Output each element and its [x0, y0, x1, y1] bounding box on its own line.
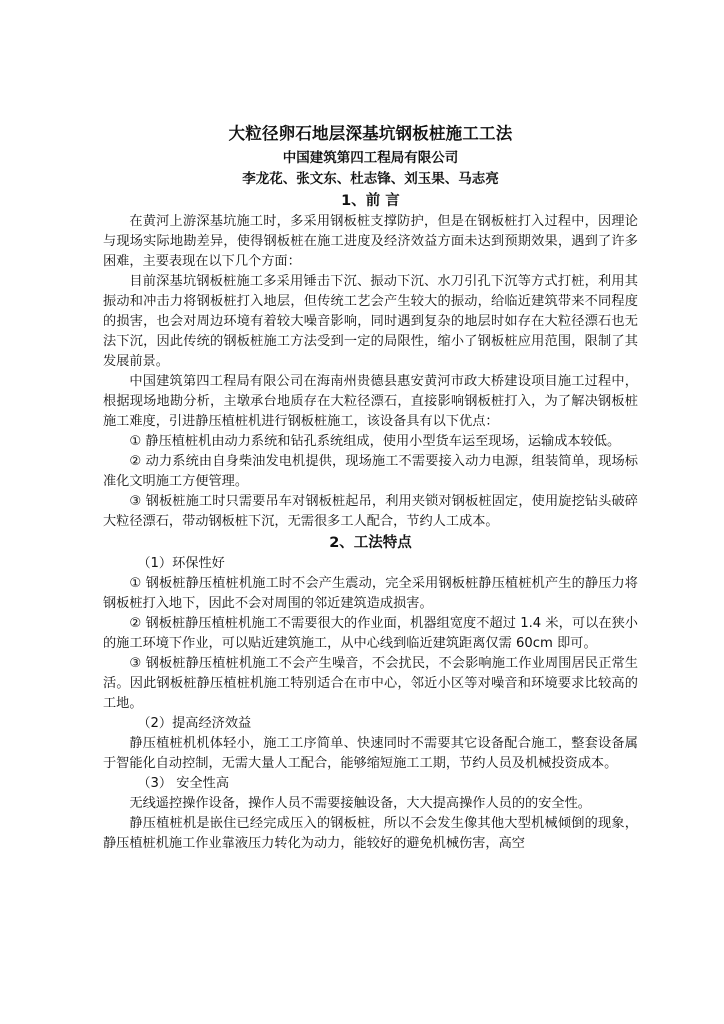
list-item: ② 钢板桩静压植桩机施工不需要很大的作业面，机器组宽度不超过 1.4 米，可以在狭小的施工环境下作业，可以贴近建筑施工，从中心线到临近建筑距离仅需 60cm 即可。 [103, 616, 638, 651]
paragraph: 静压植桩机是嵌住已经完成压入的钢板桩，所以不会发生像其他大型机械倾倒的现象，静压植桩机施工作业靠液压力转化为动力，能较好的避免机械伤害，高空 [103, 816, 638, 851]
document-body [103, 124, 638, 854]
paragraph: 中国建筑第四工程局有限公司在海南州贵德县惠安黄河市政大桥建设项目施工过程中，根据现场地勘分析，主墩承台地质存在大粒径漂石，直接影响钢板桩打入，为了解决钢板桩施工难度，引进静压植桩机进行钢板桩施工，该设备具有以下优点： [103, 374, 638, 429]
subsection-title-safety: （3） 安全性高 [137, 776, 230, 791]
document-title: 大粒径卵石地层深基坑钢板桩施工工法 [228, 124, 513, 143]
paragraph: 目前深基坑钢板桩施工多采用锤击下沉、振动下沉、水刀引孔下沉等方式打桩，利用其振动和冲击力将钢板桩打入地层，但传统工艺会产生较大的振动，给临近建筑带来不同程度的损害，也会对周边环境有着较大噪音影响，同时遇到复杂的地层时如存在大粒径漂石也无法下沉，因此传统的钢板桩施工方法受到一定的局限性，缩小了钢板桩应用范围，限制了其发展前景。 [103, 274, 638, 369]
paragraph: 静压植桩机机体轻小，施工工序简单、快速同时不需要其它设备配合施工，整套设备属于智能化自动控制，无需大量人工配合，能够缩短施工工期，节约人员及机械投资成本。 [103, 736, 638, 771]
section-heading-preface: 1、前 言 [341, 193, 400, 209]
organization-name: 中国建筑第四工程局有限公司 [282, 150, 459, 166]
paragraph: 无线遥控操作设备，操作人员不需要接触设备，大大提高操作人员的的安全性。 [129, 796, 591, 811]
subsection-title-economy: （2）提高经济效益 [137, 716, 252, 731]
list-item: ② 动力系统由自身柴油发电机提供，现场施工不需要接入动力电源，组装简单，现场标准化文明施工方便管理。 [103, 454, 638, 489]
list-item: ③ 钢板桩静压植桩机施工不会产生噪音，不会扰民，不会影响施工作业周围居民正常生活。因此钢板桩静压植桩机施工特别适合在市中心，邻近小区等对噪音和环境要求比较高的工地。 [103, 656, 638, 711]
list-item: ① 钢板桩静压植桩机施工时不会产生震动，完全采用钢板桩静压植桩机产生的静压力将钢板桩打入地下，因此不会对周围的邻近建筑造成损害。 [103, 576, 638, 611]
paragraph: 在黄河上游深基坑施工时，多采用钢板桩支撑防护，但是在钢板桩打入过程中，因理论与现场实际地勘差异，使得钢板桩在施工进度及经济效益方面未达到预期效果，遇到了许多困难，主要表现在以下几个方面： [103, 214, 638, 269]
author-list: 李龙花、张文东、杜志锋、刘玉果、马志亮 [242, 171, 499, 187]
list-item: ① 静压植桩机由动力系统和钻孔系统组成，使用小型货车运至现场，运输成本较低。 [129, 434, 621, 449]
section-heading-features: 2、工法特点 [329, 535, 412, 551]
subsection-title-environment: （1）环保性好 [137, 556, 225, 571]
list-item: ③ 钢板桩施工时只需要吊车对钢板桩起吊，利用夹锁对钢板桩固定，使用旋挖钻头破碎大粒径漂石，带动钢板桩下沉，无需很多工人配合，节约人工成本。 [103, 494, 638, 529]
